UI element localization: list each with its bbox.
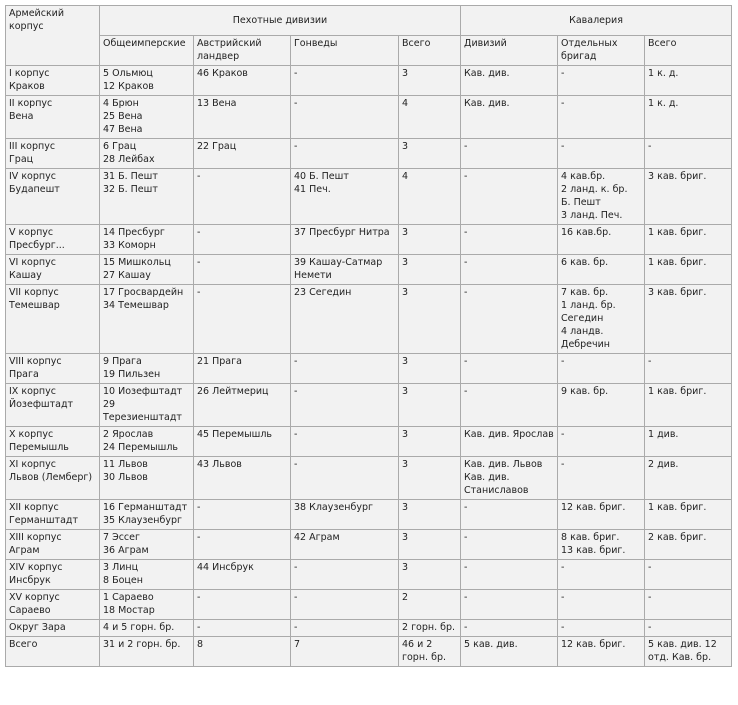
cell-infantry-total: 3 <box>399 457 461 500</box>
cell-infantry-total: 2 горн. бр. <box>399 620 461 637</box>
cell-separate-brigades: 9 кав. бр. <box>558 384 645 427</box>
cell-cavalry-divisions: - <box>461 285 558 354</box>
cell-cavalry-total: 3 кав. бриг. <box>645 169 732 225</box>
cell-cavalry-total: - <box>645 620 732 637</box>
table-row <box>6 139 732 169</box>
cell-cavalry-total: 1 кав. бриг. <box>645 384 732 427</box>
table-row <box>6 427 732 457</box>
cell-landwehr: - <box>194 590 291 620</box>
cell-separate-brigades: 7 кав. бр. 1 ланд. бр. Сегедин 4 ландв. Дебречин <box>558 285 645 354</box>
table-row <box>6 637 732 667</box>
cell-cavalry-divisions: Кав. див. Ярослав <box>461 427 558 457</box>
cell-separate-brigades: 8 кав. бриг. 13 кав. бриг. <box>558 530 645 560</box>
cell-landwehr: - <box>194 255 291 285</box>
cell-landwehr: - <box>194 500 291 530</box>
cell-landwehr: 44 Инсбрук <box>194 560 291 590</box>
cell-cavalry-divisions: - <box>461 169 558 225</box>
cell-imperial: 6 Грац 28 Лейбах <box>100 139 194 169</box>
cell-corps: XIV корпус Инсбрук <box>6 560 100 590</box>
cell-separate-brigades: 12 кав. бриг. <box>558 500 645 530</box>
cell-separate-brigades: - <box>558 354 645 384</box>
table-body <box>6 66 732 667</box>
cell-separate-brigades: 6 кав. бр. <box>558 255 645 285</box>
cell-corps: XI корпус Львов (Лемберг) <box>6 457 100 500</box>
cell-infantry-total: 4 <box>399 169 461 225</box>
table-row <box>6 500 732 530</box>
cell-infantry-total: 3 <box>399 354 461 384</box>
cell-landwehr: - <box>194 285 291 354</box>
cell-imperial: 2 Ярослав 24 Перемышль <box>100 427 194 457</box>
cell-honved: - <box>291 139 399 169</box>
cell-cavalry-divisions: Кав. див. <box>461 96 558 139</box>
cell-corps: IV корпус Будапешт <box>6 169 100 225</box>
table-row <box>6 285 732 354</box>
header-austrian-landwehr: Австрийский ландвер <box>194 36 291 66</box>
cell-landwehr: 26 Лейтмериц <box>194 384 291 427</box>
cell-honved: 39 Кашау-Сатмар Немети <box>291 255 399 285</box>
cell-infantry-total: 3 <box>399 66 461 96</box>
cell-honved: 23 Сегедин <box>291 285 399 354</box>
cell-landwehr: 43 Львов <box>194 457 291 500</box>
cell-corps: VII корпус Темешвар <box>6 285 100 354</box>
army-corps-table <box>5 5 732 667</box>
cell-cavalry-total: 1 к. д. <box>645 66 732 96</box>
cell-honved: 38 Клаузенбург <box>291 500 399 530</box>
cell-landwehr: 22 Грац <box>194 139 291 169</box>
cell-cavalry-divisions: - <box>461 590 558 620</box>
table-row <box>6 457 732 500</box>
cell-landwehr: - <box>194 169 291 225</box>
cell-honved: - <box>291 427 399 457</box>
table-row <box>6 169 732 225</box>
header-army-corps: Армейский корпус <box>6 6 100 66</box>
cell-separate-brigades: 12 кав. бриг. <box>558 637 645 667</box>
cell-honved: - <box>291 66 399 96</box>
cell-honved: 37 Пресбург Нитра <box>291 225 399 255</box>
cell-cavalry-total: 5 кав. див. 12 отд. Кав. бр. <box>645 637 732 667</box>
table-row <box>6 530 732 560</box>
cell-cavalry-total: - <box>645 354 732 384</box>
cell-honved: - <box>291 354 399 384</box>
cell-corps: XII корпус Германштадт <box>6 500 100 530</box>
cell-cavalry-total: - <box>645 139 732 169</box>
cell-honved: - <box>291 96 399 139</box>
cell-honved: - <box>291 560 399 590</box>
cell-landwehr: 46 Краков <box>194 66 291 96</box>
cell-cavalry-divisions: Кав. див. <box>461 66 558 96</box>
header-infantry-divisions: Пехотные дивизии <box>100 6 461 36</box>
cell-honved: - <box>291 384 399 427</box>
cell-separate-brigades: 16 кав.бр. <box>558 225 645 255</box>
table-row <box>6 560 732 590</box>
cell-honved: 7 <box>291 637 399 667</box>
cell-landwehr: - <box>194 225 291 255</box>
cell-imperial: 31 и 2 горн. бр. <box>100 637 194 667</box>
cell-imperial: 4 Брюн 25 Вена 47 Вена <box>100 96 194 139</box>
cell-imperial: 4 и 5 горн. бр. <box>100 620 194 637</box>
cell-cavalry-divisions: 5 кав. див. <box>461 637 558 667</box>
cell-corps: VIII корпус Прага <box>6 354 100 384</box>
cell-imperial: 16 Германштадт 35 Клаузенбург <box>100 500 194 530</box>
cell-imperial: 3 Линц 8 Боцен <box>100 560 194 590</box>
cell-cavalry-divisions: - <box>461 384 558 427</box>
cell-cavalry-total: - <box>645 590 732 620</box>
table-row <box>6 590 732 620</box>
cell-corps: Всего <box>6 637 100 667</box>
cell-corps: Округ Зара <box>6 620 100 637</box>
cell-infantry-total: 3 <box>399 500 461 530</box>
cell-landwehr: 8 <box>194 637 291 667</box>
table-row <box>6 255 732 285</box>
header-separate-brigades: Отдельных бригад <box>558 36 645 66</box>
cell-infantry-total: 3 <box>399 285 461 354</box>
header-row-columns <box>6 36 732 66</box>
cell-infantry-total: 4 <box>399 96 461 139</box>
table-row <box>6 96 732 139</box>
cell-cavalry-divisions: - <box>461 620 558 637</box>
cell-corps: V корпус Пресбург... <box>6 225 100 255</box>
cell-cavalry-total: 2 кав. бриг. <box>645 530 732 560</box>
cell-separate-brigades: - <box>558 96 645 139</box>
header-honved: Гонведы <box>291 36 399 66</box>
cell-honved: - <box>291 590 399 620</box>
cell-corps: III корпус Грац <box>6 139 100 169</box>
cell-cavalry-total: - <box>645 560 732 590</box>
cell-honved: 42 Аграм <box>291 530 399 560</box>
cell-imperial: 15 Мишкольц 27 Кашау <box>100 255 194 285</box>
cell-corps: VI корпус Кашау <box>6 255 100 285</box>
cell-cavalry-divisions: - <box>461 225 558 255</box>
cell-separate-brigades: - <box>558 457 645 500</box>
cell-cavalry-total: 2 див. <box>645 457 732 500</box>
cell-corps: IX корпус Йозефштадт <box>6 384 100 427</box>
cell-cavalry-total: 1 к. д. <box>645 96 732 139</box>
cell-imperial: 17 Гросвардейн 34 Темешвар <box>100 285 194 354</box>
cell-imperial: 31 Б. Пешт 32 Б. Пешт <box>100 169 194 225</box>
cell-imperial: 7 Эссег 36 Аграм <box>100 530 194 560</box>
cell-infantry-total: 3 <box>399 139 461 169</box>
header-cavalry: Кавалерия <box>461 6 732 36</box>
header-cavalry-total: Всего <box>645 36 732 66</box>
cell-corps: XV корпус Сараево <box>6 590 100 620</box>
table-row <box>6 384 732 427</box>
cell-corps: II корпус Вена <box>6 96 100 139</box>
cell-separate-brigades: - <box>558 427 645 457</box>
cell-landwehr: - <box>194 620 291 637</box>
cell-cavalry-divisions: - <box>461 139 558 169</box>
cell-honved: - <box>291 620 399 637</box>
cell-landwehr: - <box>194 530 291 560</box>
cell-landwehr: 21 Прага <box>194 354 291 384</box>
cell-infantry-total: 3 <box>399 225 461 255</box>
cell-landwehr: 45 Перемышль <box>194 427 291 457</box>
table-row <box>6 225 732 255</box>
cell-cavalry-total: 3 кав. бриг. <box>645 285 732 354</box>
cell-cavalry-divisions: - <box>461 255 558 285</box>
cell-infantry-total: 3 <box>399 427 461 457</box>
table-row <box>6 66 732 96</box>
cell-infantry-total: 46 и 2 горн. бр. <box>399 637 461 667</box>
cell-separate-brigades: - <box>558 66 645 96</box>
cell-infantry-total: 2 <box>399 590 461 620</box>
cell-imperial: 11 Львов 30 Львов <box>100 457 194 500</box>
cell-corps: XIII корпус Аграм <box>6 530 100 560</box>
cell-cavalry-divisions: - <box>461 354 558 384</box>
header-row-groups <box>6 6 732 36</box>
cell-imperial: 10 Иозефштадт 29 Терезиенштадт <box>100 384 194 427</box>
cell-cavalry-divisions: - <box>461 560 558 590</box>
cell-cavalry-total: 1 кав. бриг. <box>645 255 732 285</box>
cell-cavalry-total: 1 кав. бриг. <box>645 500 732 530</box>
header-cavalry-divisions: Дивизий <box>461 36 558 66</box>
cell-corps: X корпус Перемышль <box>6 427 100 457</box>
cell-imperial: 5 Ольмюц 12 Краков <box>100 66 194 96</box>
cell-separate-brigades: - <box>558 590 645 620</box>
cell-cavalry-divisions: - <box>461 500 558 530</box>
cell-infantry-total: 3 <box>399 560 461 590</box>
cell-cavalry-total: 1 див. <box>645 427 732 457</box>
cell-imperial: 1 Сараево 18 Мостар <box>100 590 194 620</box>
cell-honved: 40 Б. Пешт 41 Печ. <box>291 169 399 225</box>
header-imperial: Общеимперские <box>100 36 194 66</box>
cell-corps: I корпус Краков <box>6 66 100 96</box>
cell-honved: - <box>291 457 399 500</box>
cell-infantry-total: 3 <box>399 255 461 285</box>
cell-imperial: 9 Прага 19 Пильзен <box>100 354 194 384</box>
cell-cavalry-divisions: Кав. див. Львов Кав. див. Станиславов <box>461 457 558 500</box>
cell-cavalry-divisions: - <box>461 530 558 560</box>
cell-cavalry-total: 1 кав. бриг. <box>645 225 732 255</box>
header-infantry-total: Всего <box>399 36 461 66</box>
cell-imperial: 14 Пресбург 33 Коморн <box>100 225 194 255</box>
cell-separate-brigades: - <box>558 560 645 590</box>
cell-separate-brigades: - <box>558 139 645 169</box>
cell-separate-brigades: 4 кав.бр. 2 ланд. к. бр. Б. Пешт 3 ланд. Печ. <box>558 169 645 225</box>
cell-landwehr: 13 Вена <box>194 96 291 139</box>
table-row <box>6 620 732 637</box>
table-row <box>6 354 732 384</box>
cell-separate-brigades: - <box>558 620 645 637</box>
cell-infantry-total: 3 <box>399 384 461 427</box>
cell-infantry-total: 3 <box>399 530 461 560</box>
